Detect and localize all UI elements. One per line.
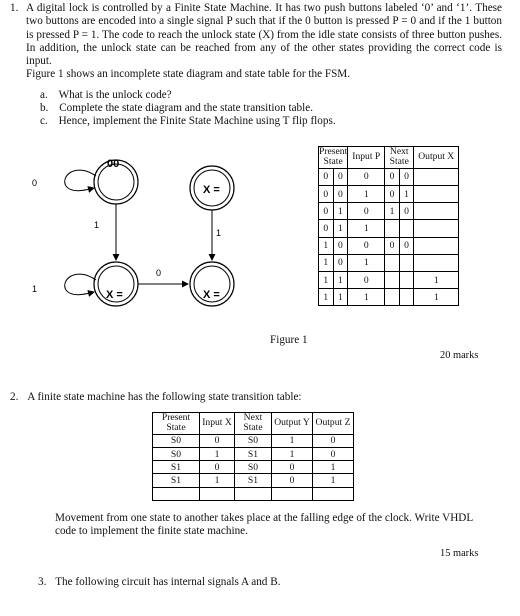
question-1-marks: 20 marks	[440, 350, 479, 361]
table-cell: 1	[333, 220, 348, 237]
table-cell: 1	[333, 271, 348, 288]
table-cell: S1	[235, 474, 272, 487]
table-cell: 0	[272, 474, 313, 487]
question-2-marks: 15 marks	[440, 548, 479, 559]
table-cell: 0	[385, 186, 400, 203]
table-cell: S1	[235, 448, 272, 461]
table-cell: 0	[313, 434, 354, 447]
table-row	[319, 271, 459, 288]
table-row	[153, 448, 354, 461]
table-cell: 1	[333, 289, 348, 306]
table-cell: 0	[200, 461, 235, 474]
header-present-state: Present State	[319, 146, 348, 168]
table-cell	[399, 220, 414, 237]
table-cell: 0	[319, 203, 334, 220]
table-cell	[414, 237, 459, 254]
self-loop-bottom-left	[65, 274, 96, 295]
table-cell: 1	[319, 289, 334, 306]
part-a	[40, 89, 172, 101]
table-row	[153, 434, 354, 447]
part-a-text: What is the unlock code?	[58, 89, 172, 101]
transition-label-idle-loop: 0	[32, 178, 38, 188]
table-cell: 0	[333, 254, 348, 271]
table-row	[153, 487, 354, 500]
table-cell: 0	[319, 186, 334, 203]
figure-caption: Figure 1	[270, 334, 308, 346]
table-cell: 1	[414, 271, 459, 288]
table-cell: 1	[200, 448, 235, 461]
part-b-text: Complete the state diagram and the state transition table.	[59, 102, 314, 114]
table-cell: 0	[319, 220, 334, 237]
table-row	[153, 474, 354, 487]
table-cell	[385, 289, 400, 306]
header-input-p: Input P	[348, 147, 385, 169]
table-row	[319, 168, 459, 185]
table-cell	[399, 271, 414, 288]
table-row	[319, 237, 459, 254]
part-b-label: b.	[40, 102, 49, 114]
state-table-2	[152, 412, 354, 501]
table-cell	[200, 487, 235, 500]
transition-label-idle-down: 1	[94, 220, 100, 230]
header-input-x: Input X	[200, 413, 235, 435]
table-cell: 0	[348, 237, 385, 254]
table-cell: 0	[313, 448, 354, 461]
question-1-text: A digital lock is controlled by a Finite State Machine. It has two push buttons labeled ‘0’ and ‘1’. These two buttons are encoded into a single signal P such that if the 0 button is pressed P = 0 and if the 1 button is pressed P = 1. The code to reach the unlock state (X) from the idle state consists of three button pushes. In addition, the unlock state can be reached from any of the other states providing the correct code is input.	[26, 2, 502, 68]
table-cell: 0	[385, 168, 400, 185]
state-label-top-right: X =	[203, 184, 220, 196]
table-cell: 0	[333, 237, 348, 254]
header-next-state: Next State	[235, 413, 272, 435]
part-c-label: c.	[40, 115, 48, 127]
question-2-after-text: Movement from one state to another takes place at the falling edge of the clock. Write VHDL code to implement the finite state machine.	[55, 512, 473, 538]
state-diagram	[20, 146, 290, 316]
self-loop-idle	[65, 170, 96, 191]
table-cell: 1	[313, 461, 354, 474]
table-cell	[414, 220, 459, 237]
table-cell	[414, 203, 459, 220]
table-cell: 1	[348, 220, 385, 237]
table-cell: 1	[348, 254, 385, 271]
question-3-number: 3.	[38, 576, 47, 588]
table-cell	[385, 254, 400, 271]
state-table-1	[318, 146, 459, 306]
table-row	[319, 220, 459, 237]
table-cell: 0	[385, 237, 400, 254]
table-cell: 1	[348, 186, 385, 203]
table-row	[153, 461, 354, 474]
transition-label-bottom-across: 0	[156, 268, 162, 278]
question-3-text: The following circuit has internal signals A and B.	[55, 576, 281, 588]
table-cell	[399, 254, 414, 271]
table-cell	[235, 487, 272, 500]
table-cell: 0	[348, 271, 385, 288]
table-cell: 1	[333, 203, 348, 220]
table-cell: 1	[399, 186, 414, 203]
table-cell: 0	[272, 461, 313, 474]
table-cell: S1	[153, 461, 200, 474]
table-cell: 1	[385, 203, 400, 220]
question-1	[10, 2, 502, 82]
question-2-number: 2.	[10, 391, 19, 403]
table-cell: 1	[319, 237, 334, 254]
table-cell: 1	[313, 474, 354, 487]
table-cell: 0	[348, 168, 385, 185]
table-cell: S0	[235, 461, 272, 474]
table-cell: S0	[235, 434, 272, 447]
table-cell: 0	[333, 186, 348, 203]
table-cell: 1	[319, 271, 334, 288]
table-row	[319, 289, 459, 306]
table-cell	[414, 254, 459, 271]
table-cell: 0	[333, 168, 348, 185]
state-label-bottom-left: X =	[106, 289, 123, 301]
table-cell: 1	[272, 448, 313, 461]
table-cell: 1	[319, 254, 334, 271]
table-cell	[313, 487, 354, 500]
table-cell	[153, 487, 200, 500]
figure-intro: Figure 1 shows an incomplete state diagram and state table for the FSM.	[26, 68, 351, 81]
table-cell	[385, 271, 400, 288]
header-output-y: Output Y	[272, 413, 313, 435]
state-label-idle: 00	[107, 158, 120, 170]
table-cell: 0	[348, 203, 385, 220]
table-cell	[385, 220, 400, 237]
table-cell: 0	[399, 237, 414, 254]
question-2-text: A finite state machine has the following state transition table:	[27, 391, 302, 403]
table-cell: 0	[399, 168, 414, 185]
table-row	[319, 254, 459, 271]
question-3	[38, 576, 280, 588]
table-cell: 1	[348, 289, 385, 306]
table-cell	[414, 186, 459, 203]
part-a-label: a.	[40, 89, 48, 101]
table-cell	[399, 289, 414, 306]
header-present-state: Present State	[153, 413, 200, 435]
transition-label-bottom-left-loop: 1	[32, 284, 38, 294]
table-cell: 0	[399, 203, 414, 220]
question-1-number: 1.	[10, 2, 19, 14]
part-c	[40, 115, 336, 127]
header-output-x: Output X	[414, 147, 459, 169]
table-cell: 1	[200, 474, 235, 487]
table-cell: 1	[272, 434, 313, 447]
table-cell	[414, 168, 459, 185]
header-next-state: Next State	[385, 147, 414, 169]
question-2	[10, 391, 302, 403]
table-cell: S0	[153, 434, 200, 447]
table-row	[319, 186, 459, 203]
table-cell: S1	[153, 474, 200, 487]
table-cell	[272, 487, 313, 500]
table-row	[319, 203, 459, 220]
part-b	[40, 102, 313, 114]
transition-label-right-down: 1	[216, 228, 222, 238]
part-c-text: Hence, implement the Finite State Machine using T flip flops.	[58, 115, 336, 127]
state-label-bottom-right: X =	[203, 289, 220, 301]
table-cell: S0	[153, 448, 200, 461]
header-output-z: Output Z	[313, 413, 354, 435]
table-cell: 1	[414, 289, 459, 306]
table-cell: 0	[319, 168, 334, 185]
table-cell: 0	[200, 434, 235, 447]
